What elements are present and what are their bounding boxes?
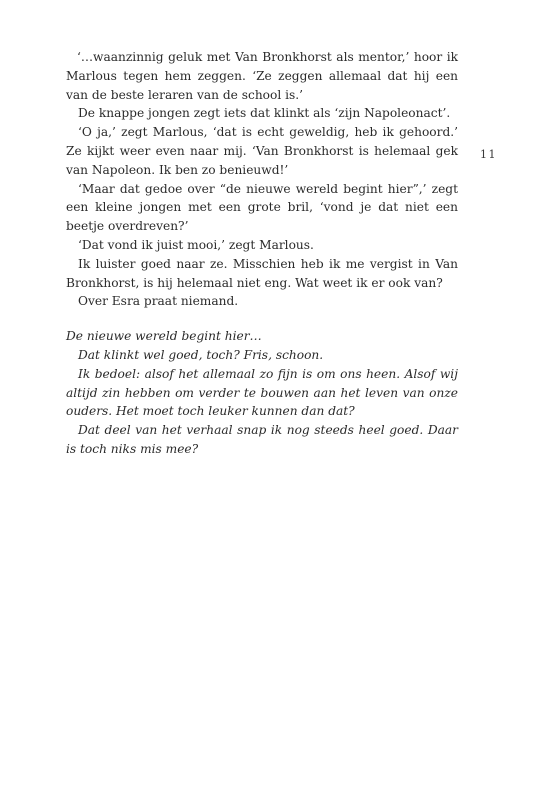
paragraph: De knappe jongen zegt iets dat klinkt als ‘zijn Napoleonact’. <box>78 106 451 121</box>
italic-section <box>66 327 458 459</box>
page-number: 11 <box>480 148 497 161</box>
paragraph: ‘Maar dat gedoe over “de nieuwe wereld begint hier”,’ zegt een kleine jongen met een grote bril, ‘vond je dat niet een beetje overdreven?’ <box>66 181 458 234</box>
paragraph: ‘…waanzinnig geluk met Van Bronkhorst als mentor,’ hoor ik Marlous tegen hem zeggen. ‘Ze zeggen allemaal dat hij een van de beste leraren van de school is.’ <box>66 50 458 102</box>
italic-paragraph: Dat deel van het verhaal snap ik nog steeds heel goed. Daar is toch niks mis mee? <box>66 423 458 456</box>
italic-paragraph: De nieuwe wereld begint hier… <box>66 329 262 344</box>
paragraph: ‘Dat vond ik juist mooi,’ zegt Marlous. <box>78 237 314 252</box>
body-text <box>66 48 458 459</box>
italic-paragraph: Ik bedoel: alsof het allemaal zo fijn is om ons heen. Alsof wij altijd zin hebben om verder te bouwen aan het leven van onze ouders. Het moet toch leuker kunnen dan dat? <box>66 366 458 419</box>
paragraph: Over Esra praat niemand. <box>78 294 239 309</box>
paragraph: Ik luister goed naar ze. Misschien heb ik me vergist in Van Bronkhorst, is hij helemaal niet eng. Wat weet ik er ook van? <box>66 256 458 290</box>
paragraph: ‘O ja,’ zegt Marlous, ‘dat is echt geweldig, heb ik gehoord.’ Ze kijkt weer even naar mij. ‘Van Bronkhorst is helemaal gek van Napoleon. Ik ben zo benieuwd!’ <box>66 125 458 177</box>
italic-paragraph: Dat klinkt wel goed, toch? Fris, schoon. <box>78 347 324 362</box>
